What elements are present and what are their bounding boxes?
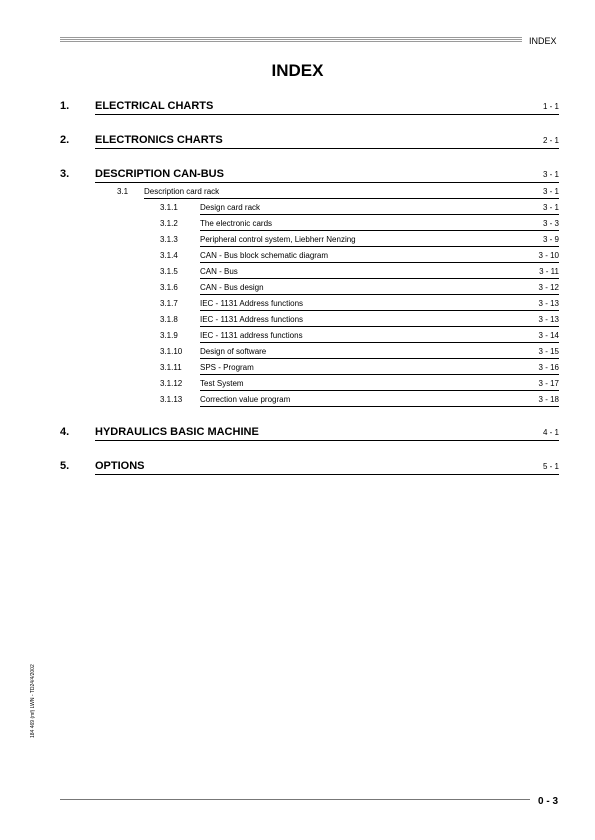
toc-entry-rule (95, 148, 559, 149)
toc-entry-number: 3.1.4 (160, 251, 178, 260)
toc-entry[interactable] (160, 362, 559, 374)
toc-entry-rule (95, 114, 559, 115)
footer-rule (60, 799, 530, 800)
toc-entry-page: 3 - 10 (538, 251, 559, 260)
toc-entry-title: OPTIONS (95, 460, 145, 472)
toc-entry[interactable] (60, 425, 559, 441)
toc-entry[interactable] (160, 314, 559, 326)
toc-entry-rule (200, 294, 559, 295)
toc-entry-title: CAN - Bus (200, 267, 238, 276)
toc-entry-title: Design of software (200, 347, 267, 356)
toc-entry-rule (200, 326, 559, 327)
toc-entry-rule (200, 358, 559, 359)
toc-entry-title: The electronic cards (200, 219, 273, 228)
toc-entry-number: 1. (60, 100, 70, 112)
toc-entry-title: IEC - 1131 Address functions (200, 299, 304, 308)
toc-entry-rule (95, 440, 559, 441)
toc-entry-number: 3.1.1 (160, 203, 178, 212)
toc-entry-title: Description card rack (144, 187, 220, 196)
toc-entry[interactable] (160, 298, 559, 310)
toc-entry-page: 3 - 15 (538, 347, 559, 356)
toc-entry-title: Correction value program (200, 395, 291, 404)
toc-entry-number: 5. (60, 460, 70, 472)
toc-entry-page: 3 - 17 (538, 379, 559, 388)
toc-entry-number: 4. (60, 426, 70, 438)
toc-entry-number: 3.1.2 (160, 219, 178, 228)
toc-entry[interactable] (160, 346, 559, 358)
toc-entry-title: SPS - Program (200, 363, 254, 372)
toc-entry[interactable] (160, 218, 559, 230)
toc-entry-number: 3.1 (117, 187, 129, 196)
running-header: INDEX (529, 36, 557, 46)
toc-entry-page: 5 - 1 (542, 462, 559, 471)
toc-entry[interactable] (160, 330, 559, 342)
toc-entry[interactable] (60, 133, 559, 149)
toc-entry[interactable] (60, 459, 559, 475)
toc-entry-page: 3 - 11 (539, 267, 559, 276)
toc-entry-rule (95, 474, 559, 475)
toc-entry-number: 3. (60, 168, 70, 180)
toc-entry-rule (200, 374, 559, 375)
toc-entry-page: 2 - 1 (542, 136, 559, 145)
toc-entry-rule (200, 342, 559, 343)
toc-entry-number: 3.1.3 (160, 235, 178, 244)
toc-entry-rule (200, 310, 559, 311)
toc-entry[interactable] (117, 186, 559, 198)
toc-entry-title: IEC - 1131 Address functions (200, 315, 304, 324)
toc-entry-number: 3.1.5 (160, 267, 178, 276)
toc-entry-title: ELECTRONICS CHARTS (95, 134, 223, 146)
toc-entry[interactable] (160, 282, 559, 294)
toc-entry-page: 3 - 1 (542, 187, 559, 196)
toc-entry-rule (200, 230, 559, 231)
toc-entry-page: 3 - 18 (538, 395, 559, 404)
toc-entry-title: ELECTRICAL CHARTS (95, 100, 214, 112)
document-reference-note: 184 469 (mf) LWN - TD24/4/2002 (30, 664, 36, 738)
toc-entry-rule (95, 182, 559, 183)
toc-entry[interactable] (60, 99, 559, 115)
toc-entry-number: 3.1.11 (160, 363, 182, 372)
toc-entry-page: 3 - 9 (542, 235, 559, 244)
toc-entry[interactable] (60, 167, 559, 183)
toc-entry-title: Test System (200, 379, 244, 388)
toc-entry-page: 1 - 1 (542, 102, 559, 111)
toc-entry-rule (200, 246, 559, 247)
toc-entry-rule (200, 278, 559, 279)
toc-entry-title: DESCRIPTION CAN-BUS (95, 168, 224, 180)
toc-entry-rule (144, 198, 559, 199)
toc-entry-rule (200, 406, 559, 407)
page-number: 0 - 3 (538, 796, 559, 807)
toc-entry[interactable] (160, 394, 559, 406)
toc-entry-title: Peripheral control system, Liebherr Nenzing (200, 235, 356, 244)
toc-entry[interactable] (160, 266, 559, 278)
toc-entry-title: HYDRAULICS BASIC MACHINE (95, 426, 259, 438)
toc-entry[interactable] (160, 202, 559, 214)
toc-entry-number: 2. (60, 134, 70, 146)
toc-entry-title: IEC - 1131 address functions (200, 331, 303, 340)
toc-entry[interactable] (160, 234, 559, 246)
toc-entry-page: 3 - 1 (542, 203, 559, 212)
toc-entry[interactable] (160, 250, 559, 262)
toc-entry-title: Design card rack (200, 203, 261, 212)
toc-entry-rule (200, 262, 559, 263)
page-title: INDEX (271, 61, 324, 80)
toc-entry-number: 3.1.8 (160, 315, 178, 324)
toc-entry-page: 3 - 1 (542, 170, 559, 179)
toc-entry-number: 3.1.12 (160, 379, 183, 388)
toc-entry-page: 3 - 16 (538, 363, 559, 372)
toc-entry-title: CAN - Bus block schematic diagram (200, 251, 329, 260)
toc-entry-page: 4 - 1 (542, 428, 559, 437)
toc-entry-page: 3 - 12 (538, 283, 559, 292)
toc-entry[interactable] (160, 378, 559, 390)
toc-entry-page: 3 - 13 (538, 299, 559, 308)
toc-entry-page: 3 - 13 (538, 315, 559, 324)
toc-entry-number: 3.1.9 (160, 331, 178, 340)
toc-entry-rule (200, 390, 559, 391)
toc-entry-number: 3.1.6 (160, 283, 178, 292)
toc-entry-page: 3 - 14 (538, 331, 559, 340)
toc-entry-title: CAN - Bus design (200, 283, 264, 292)
toc-entry-number: 3.1.13 (160, 395, 183, 404)
toc-entry-number: 3.1.7 (160, 299, 178, 308)
toc-entry-page: 3 - 3 (542, 219, 559, 228)
toc-entry-rule (200, 214, 559, 215)
toc-entry-number: 3.1.10 (160, 347, 183, 356)
